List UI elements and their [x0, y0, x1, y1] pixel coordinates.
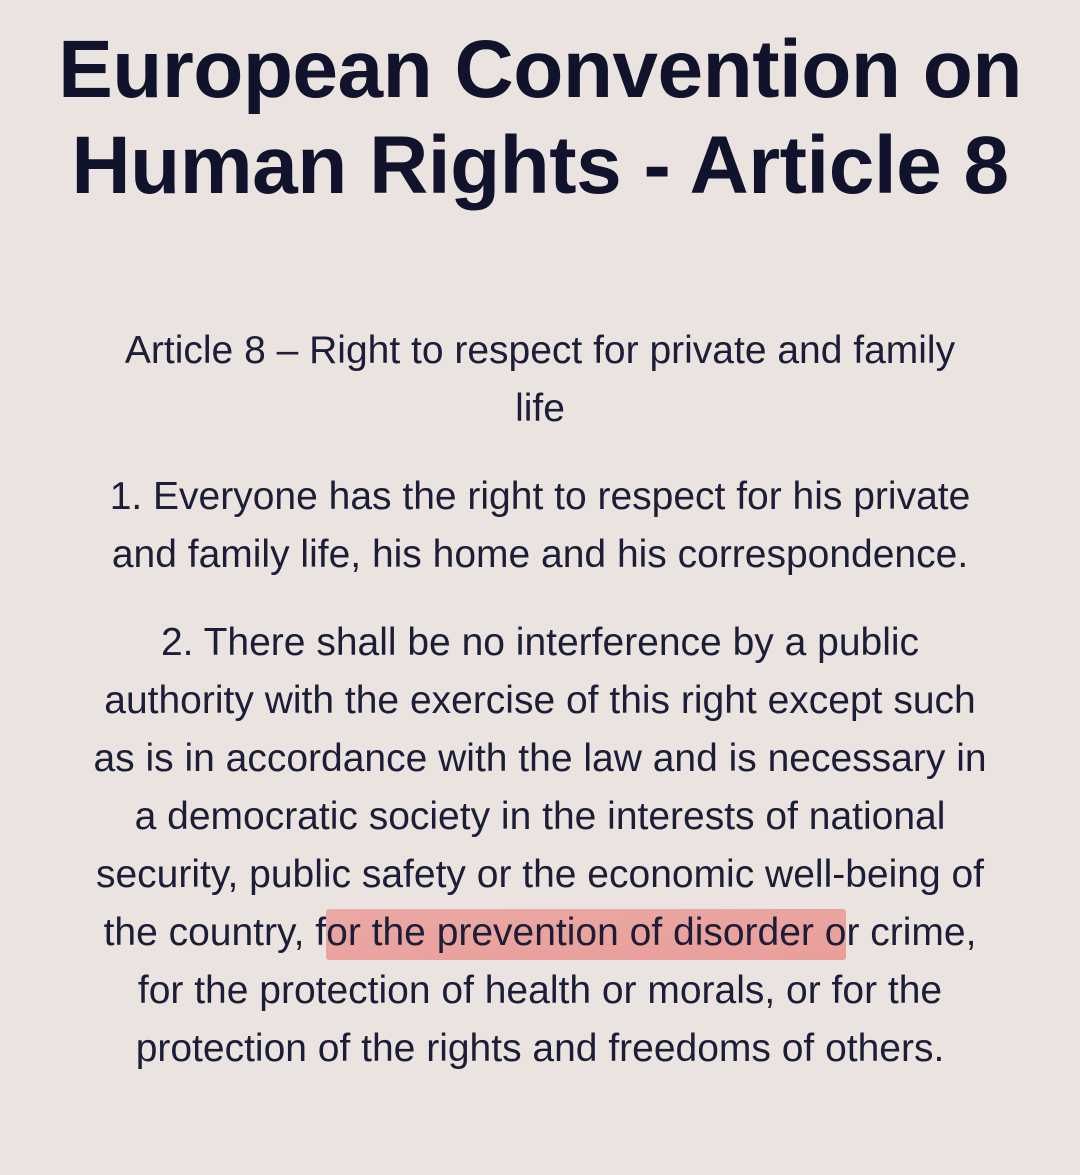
heading-line-2: life — [515, 387, 565, 430]
article-heading — [40, 322, 1040, 438]
paragraph-2-line: 2. There shall be no interference by a public — [160, 621, 920, 664]
paragraph-1 — [30, 468, 1050, 584]
paragraph-2-line: security, public safety or the economic well-being of — [95, 853, 985, 896]
paragraph-2-line: as is in accordance with the law and is necessary in — [93, 737, 987, 780]
page-title — [40, 0, 1040, 214]
paragraph-1-line: 1. Everyone has the right to respect for his private — [109, 475, 971, 518]
paragraph-2-line: for the protection of health or morals, or for the — [137, 969, 943, 1012]
paragraph-1-line: and family life, his home and his correspondence. — [111, 533, 969, 576]
paragraph-2-line: authority with the exercise of this right except such — [104, 679, 976, 722]
paragraph-2 — [30, 614, 1050, 1078]
paragraph-2-line: a democratic society in the interests of national — [134, 795, 946, 838]
heading-line-1: Article 8 – Right to respect for private and family — [124, 329, 956, 372]
paragraph-2-line: protection of the rights and freedoms of others. — [135, 1027, 945, 1070]
highlighted-phrase: or the prevention of disorder o — [326, 909, 846, 960]
paragraph-2-line-highlighted — [30, 904, 1050, 962]
text-before-highlight: the country, f — [103, 911, 327, 954]
title-line-1: European Convention on — [58, 24, 1022, 115]
title-line-2: Human Rights - Article 8 — [71, 120, 1009, 211]
text-after-highlight: r crime, — [846, 911, 977, 954]
